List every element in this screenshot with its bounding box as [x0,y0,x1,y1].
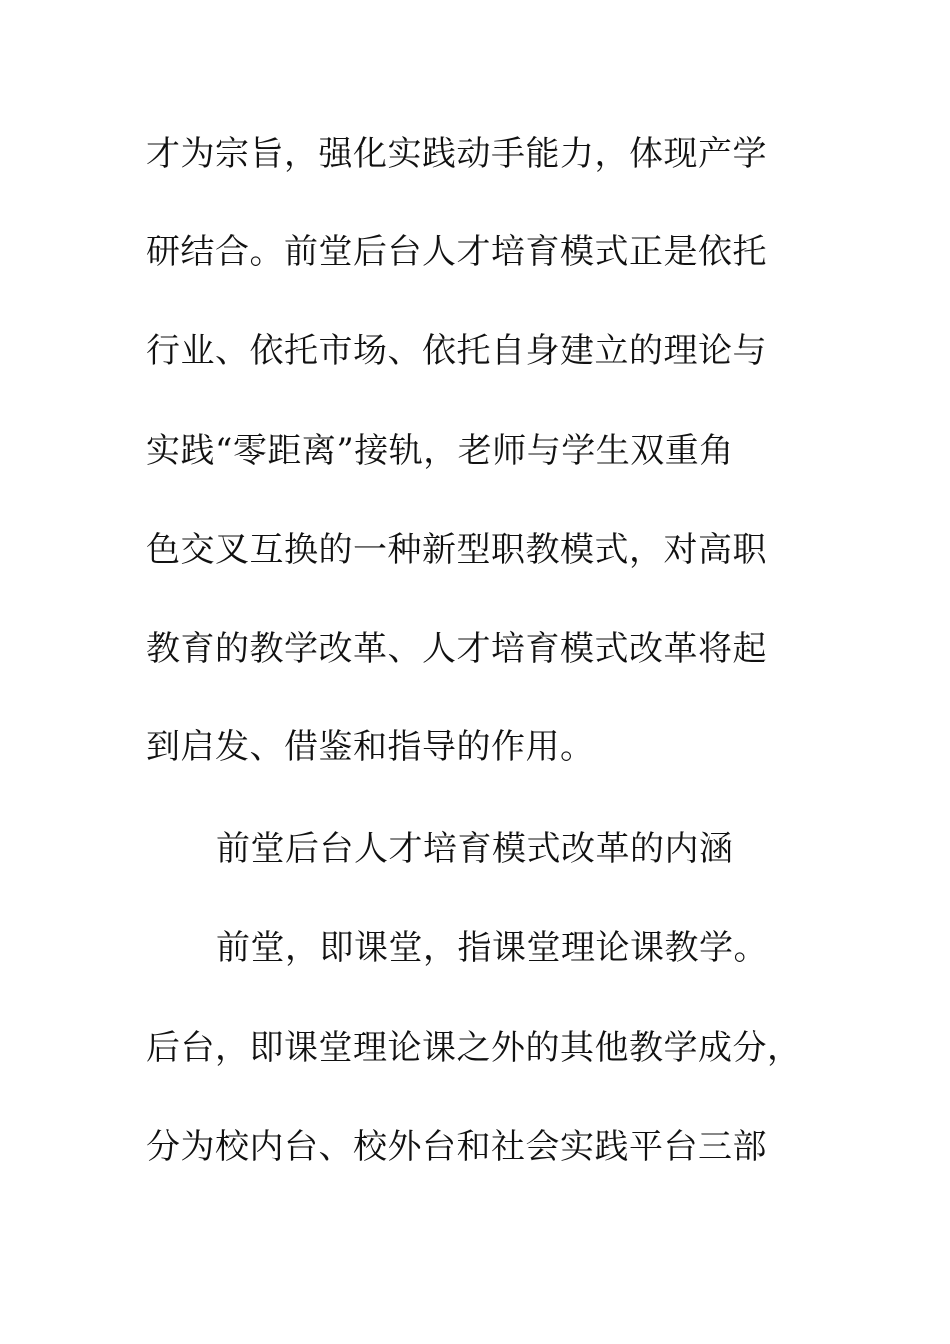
paragraph-line: 研结合。前堂后台人才培育模式正是依托 [146,232,767,272]
paragraph-line: 分为校内台、校外台和社会实践平台三部 [146,1127,767,1167]
paragraph-line: 实践“零距离”接轨，老师与学生双重角 [146,431,734,471]
paragraph-line: 前堂，即课堂，指课堂理论课教学。 [216,928,768,968]
paragraph-line: 教育的教学改革、人才培育模式改革将起 [146,629,767,669]
paragraph-line: 后台，即课堂理论课之外的其他教学成分， [146,1028,802,1068]
paragraph-line: 色交叉互换的一种新型职教模式，对高职 [146,530,767,570]
paragraph-line: 到启发、借鉴和指导的作用。 [146,727,595,767]
paragraph-line: 才为宗旨，强化实践动手能力，体现产学 [146,134,767,174]
paragraph-line: 行业、依托市场、依托自身建立的理论与 [146,331,767,371]
section-heading: 前堂后台人才培育模式改革的内涵 [216,829,734,869]
